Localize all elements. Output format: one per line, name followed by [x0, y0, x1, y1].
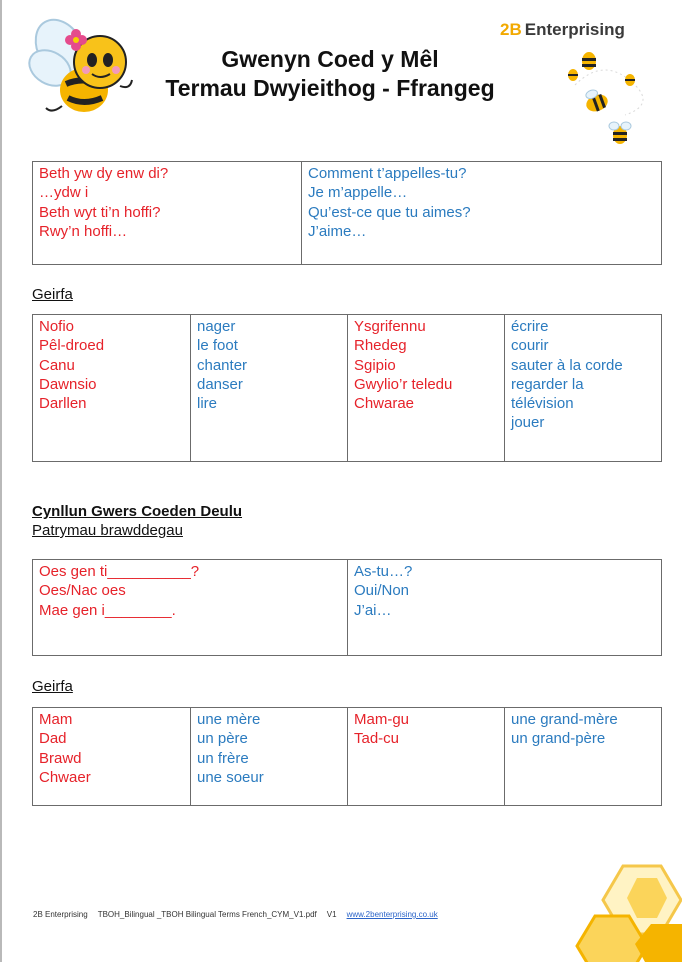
welsh-word: Dad — [39, 730, 67, 748]
french-word: une grand-mère — [511, 711, 618, 728]
french-word: une mère — [197, 711, 261, 728]
welsh-word: Rhedeg — [354, 337, 407, 355]
french-word: nager — [197, 318, 236, 335]
welsh-words-column — [33, 708, 190, 805]
french-phrase: Qu’est-ce que tu aimes? — [308, 203, 471, 221]
french-word: le foot — [197, 337, 238, 355]
welsh-word: Mam — [39, 711, 73, 728]
french-word: regarder la — [511, 375, 584, 393]
welsh-phrase: Beth wyt ti’n hoffi? — [39, 203, 161, 221]
french-word: lire — [197, 395, 218, 413]
welsh-phrase: Rwy’n hoffi… — [39, 222, 128, 240]
french-phrase: J’aime… — [308, 222, 367, 240]
french-phrase: Oui/Non — [354, 582, 410, 600]
french-words-column — [190, 708, 347, 805]
welsh-word: Gwylio’r teledu — [354, 375, 453, 393]
welsh-words-column — [33, 315, 190, 461]
footer-filename: TBOH_Bilingual _TBOH Bilingual Terms French_CYM_V1.pdf — [97, 910, 317, 919]
vocabulary-table-2 — [32, 707, 662, 806]
french-words-column — [504, 315, 661, 461]
welsh-word: Pêl-droed — [39, 337, 105, 355]
footer-version: V1 — [326, 910, 337, 919]
french-word: un père — [197, 730, 248, 748]
welsh-phrases-column — [33, 560, 347, 655]
footer — [33, 910, 438, 919]
brand-logo — [500, 16, 625, 44]
french-word: un frère — [197, 749, 249, 767]
french-word: sauter à la corde — [511, 356, 623, 374]
welsh-word: Dawnsio — [39, 375, 97, 393]
welsh-word: Tad-cu — [354, 730, 400, 748]
welsh-word: Mam-gu — [354, 711, 410, 728]
french-word: télévision — [511, 395, 574, 413]
welsh-word: Ysgrifennu — [354, 318, 426, 335]
brand-mark: 2B — [500, 20, 522, 39]
small-bees-icon — [555, 45, 670, 155]
french-phrase: As-tu…? — [354, 563, 413, 580]
french-word: jouer — [511, 414, 545, 432]
welsh-words-column — [347, 315, 504, 461]
footer-website-link[interactable]: www.2benterprising.co.uk — [346, 910, 438, 919]
phrases-table-2 — [32, 559, 662, 656]
title-line-2: Termau Dwyieithog - Ffrangeg — [165, 75, 495, 101]
welsh-word: Nofio — [39, 318, 75, 335]
welsh-words-column — [347, 708, 504, 805]
vocabulary-heading-2: Geirfa — [32, 678, 73, 695]
footer-company: 2B Enterprising — [33, 910, 88, 919]
french-phrase: Comment t’appelles-tu? — [308, 165, 467, 182]
french-phrase: Je m’appelle… — [308, 184, 408, 202]
welsh-word: Brawd — [39, 749, 82, 767]
page-edge — [0, 0, 2, 962]
welsh-phrase: Oes/Nac oes — [39, 582, 126, 600]
french-word: chanter — [197, 356, 248, 374]
french-word: danser — [197, 375, 243, 393]
welsh-phrase: Oes gen ti__________? — [39, 563, 200, 580]
french-phrases-column — [301, 162, 661, 264]
vocabulary-table-1 — [32, 314, 662, 462]
french-word: écrire — [511, 318, 549, 335]
title-line-1: Gwenyn Coed y Mêl — [221, 46, 439, 72]
welsh-word: Chwarae — [354, 395, 415, 413]
welsh-word: Canu — [39, 356, 75, 374]
french-word: une soeur — [197, 768, 264, 786]
french-phrase: J’ai… — [354, 601, 392, 619]
french-words-column — [190, 315, 347, 461]
french-word: courir — [511, 337, 549, 355]
honeycomb-icon — [565, 860, 682, 962]
welsh-phrase: Beth yw dy enw di? — [39, 165, 169, 182]
welsh-word: Darllen — [39, 395, 87, 413]
welsh-word: Chwaer — [39, 768, 91, 786]
brand-name: Enterprising — [524, 20, 625, 39]
phrases-table-1 — [32, 161, 662, 265]
section-subheading: Patrymau brawddegau — [32, 522, 183, 539]
french-word: un grand-père — [511, 730, 606, 748]
vocabulary-heading-1: Geirfa — [32, 286, 73, 303]
section-heading: Cynllun Gwers Coeden Deulu — [32, 503, 243, 520]
welsh-word: Sgipio — [354, 356, 396, 374]
welsh-phrase: …ydw i — [39, 184, 89, 202]
french-words-column — [504, 708, 661, 805]
document-title — [120, 45, 540, 103]
french-phrases-column — [347, 560, 661, 655]
welsh-phrases-column — [33, 162, 301, 264]
welsh-phrase: Mae gen i________. — [39, 601, 176, 619]
